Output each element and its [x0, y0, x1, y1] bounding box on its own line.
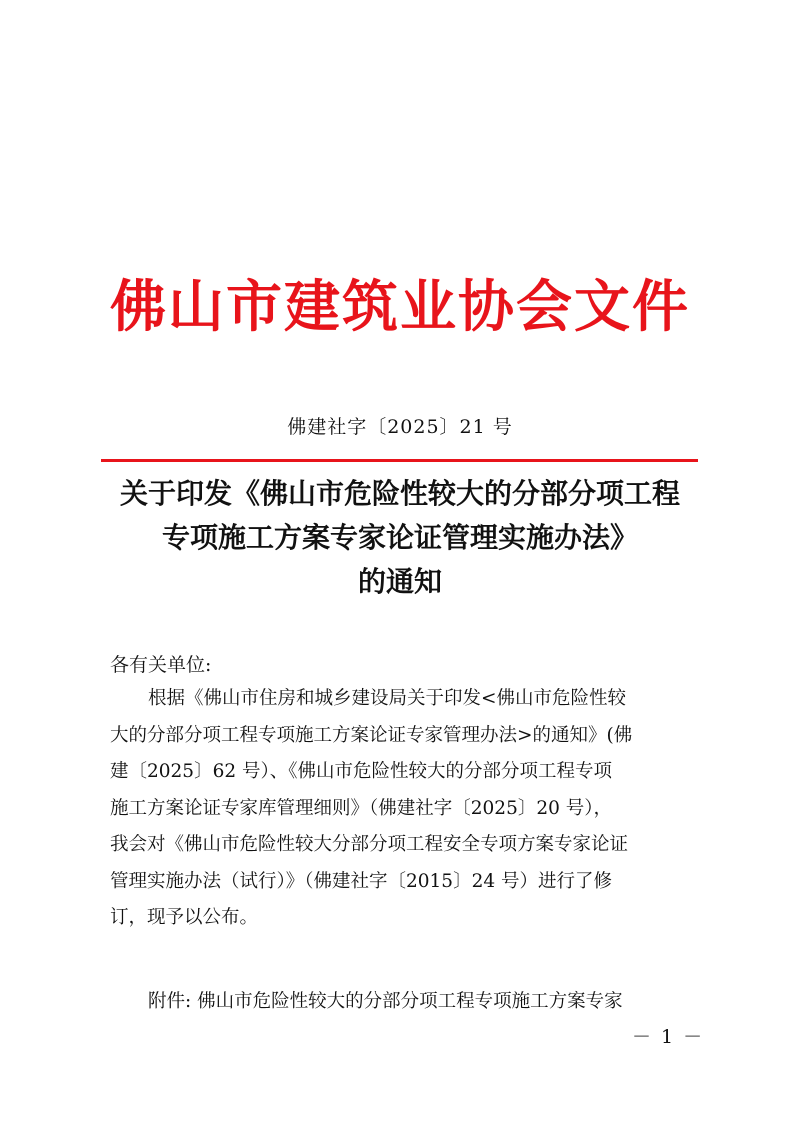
- body-line: 订，现予以公布。: [110, 907, 259, 928]
- notice-title-line: 关于印发《佛山市危险性较大的分部分项工程: [119, 477, 680, 510]
- attachment-line: 附件: 佛山市危险性较大的分部分项工程专项施工方案专家: [148, 991, 623, 1012]
- body-line: 施工方案论证专家库管理细则》（佛建社字〔2025〕20 号），: [110, 797, 613, 819]
- notice-title-line: 专项施工方案专家论证管理实施办法》: [161, 521, 638, 554]
- notice-title-line: 的通知: [357, 565, 442, 598]
- page-number: － 1 －: [632, 1026, 705, 1048]
- document-header-title: 佛山市建筑业协会文件: [110, 275, 690, 340]
- body-line: 根据《佛山市住房和城乡建设局关于印发<佛山市危险性较: [148, 688, 627, 709]
- body-line: 我会对《佛山市危险性较大分部分项工程安全专项方案专家论证: [110, 834, 629, 855]
- notice-title: [96, 472, 704, 604]
- body-line: 大的分部分项工程专项施工方案论证专家管理办法>的通知》(佛: [110, 724, 633, 746]
- body-line: 建〔2025〕62 号）、《佛山市危险性较大的分部分项工程专项: [110, 761, 613, 782]
- document-number: 佛建社字〔2025〕21 号: [287, 416, 513, 438]
- body-paragraph: [110, 681, 710, 937]
- header-divider-line: [101, 459, 698, 462]
- salutation: 各有关单位:: [110, 654, 212, 676]
- body-line: 管理实施办法（试行）》（佛建社字〔2015〕24 号）进行了修: [110, 870, 613, 892]
